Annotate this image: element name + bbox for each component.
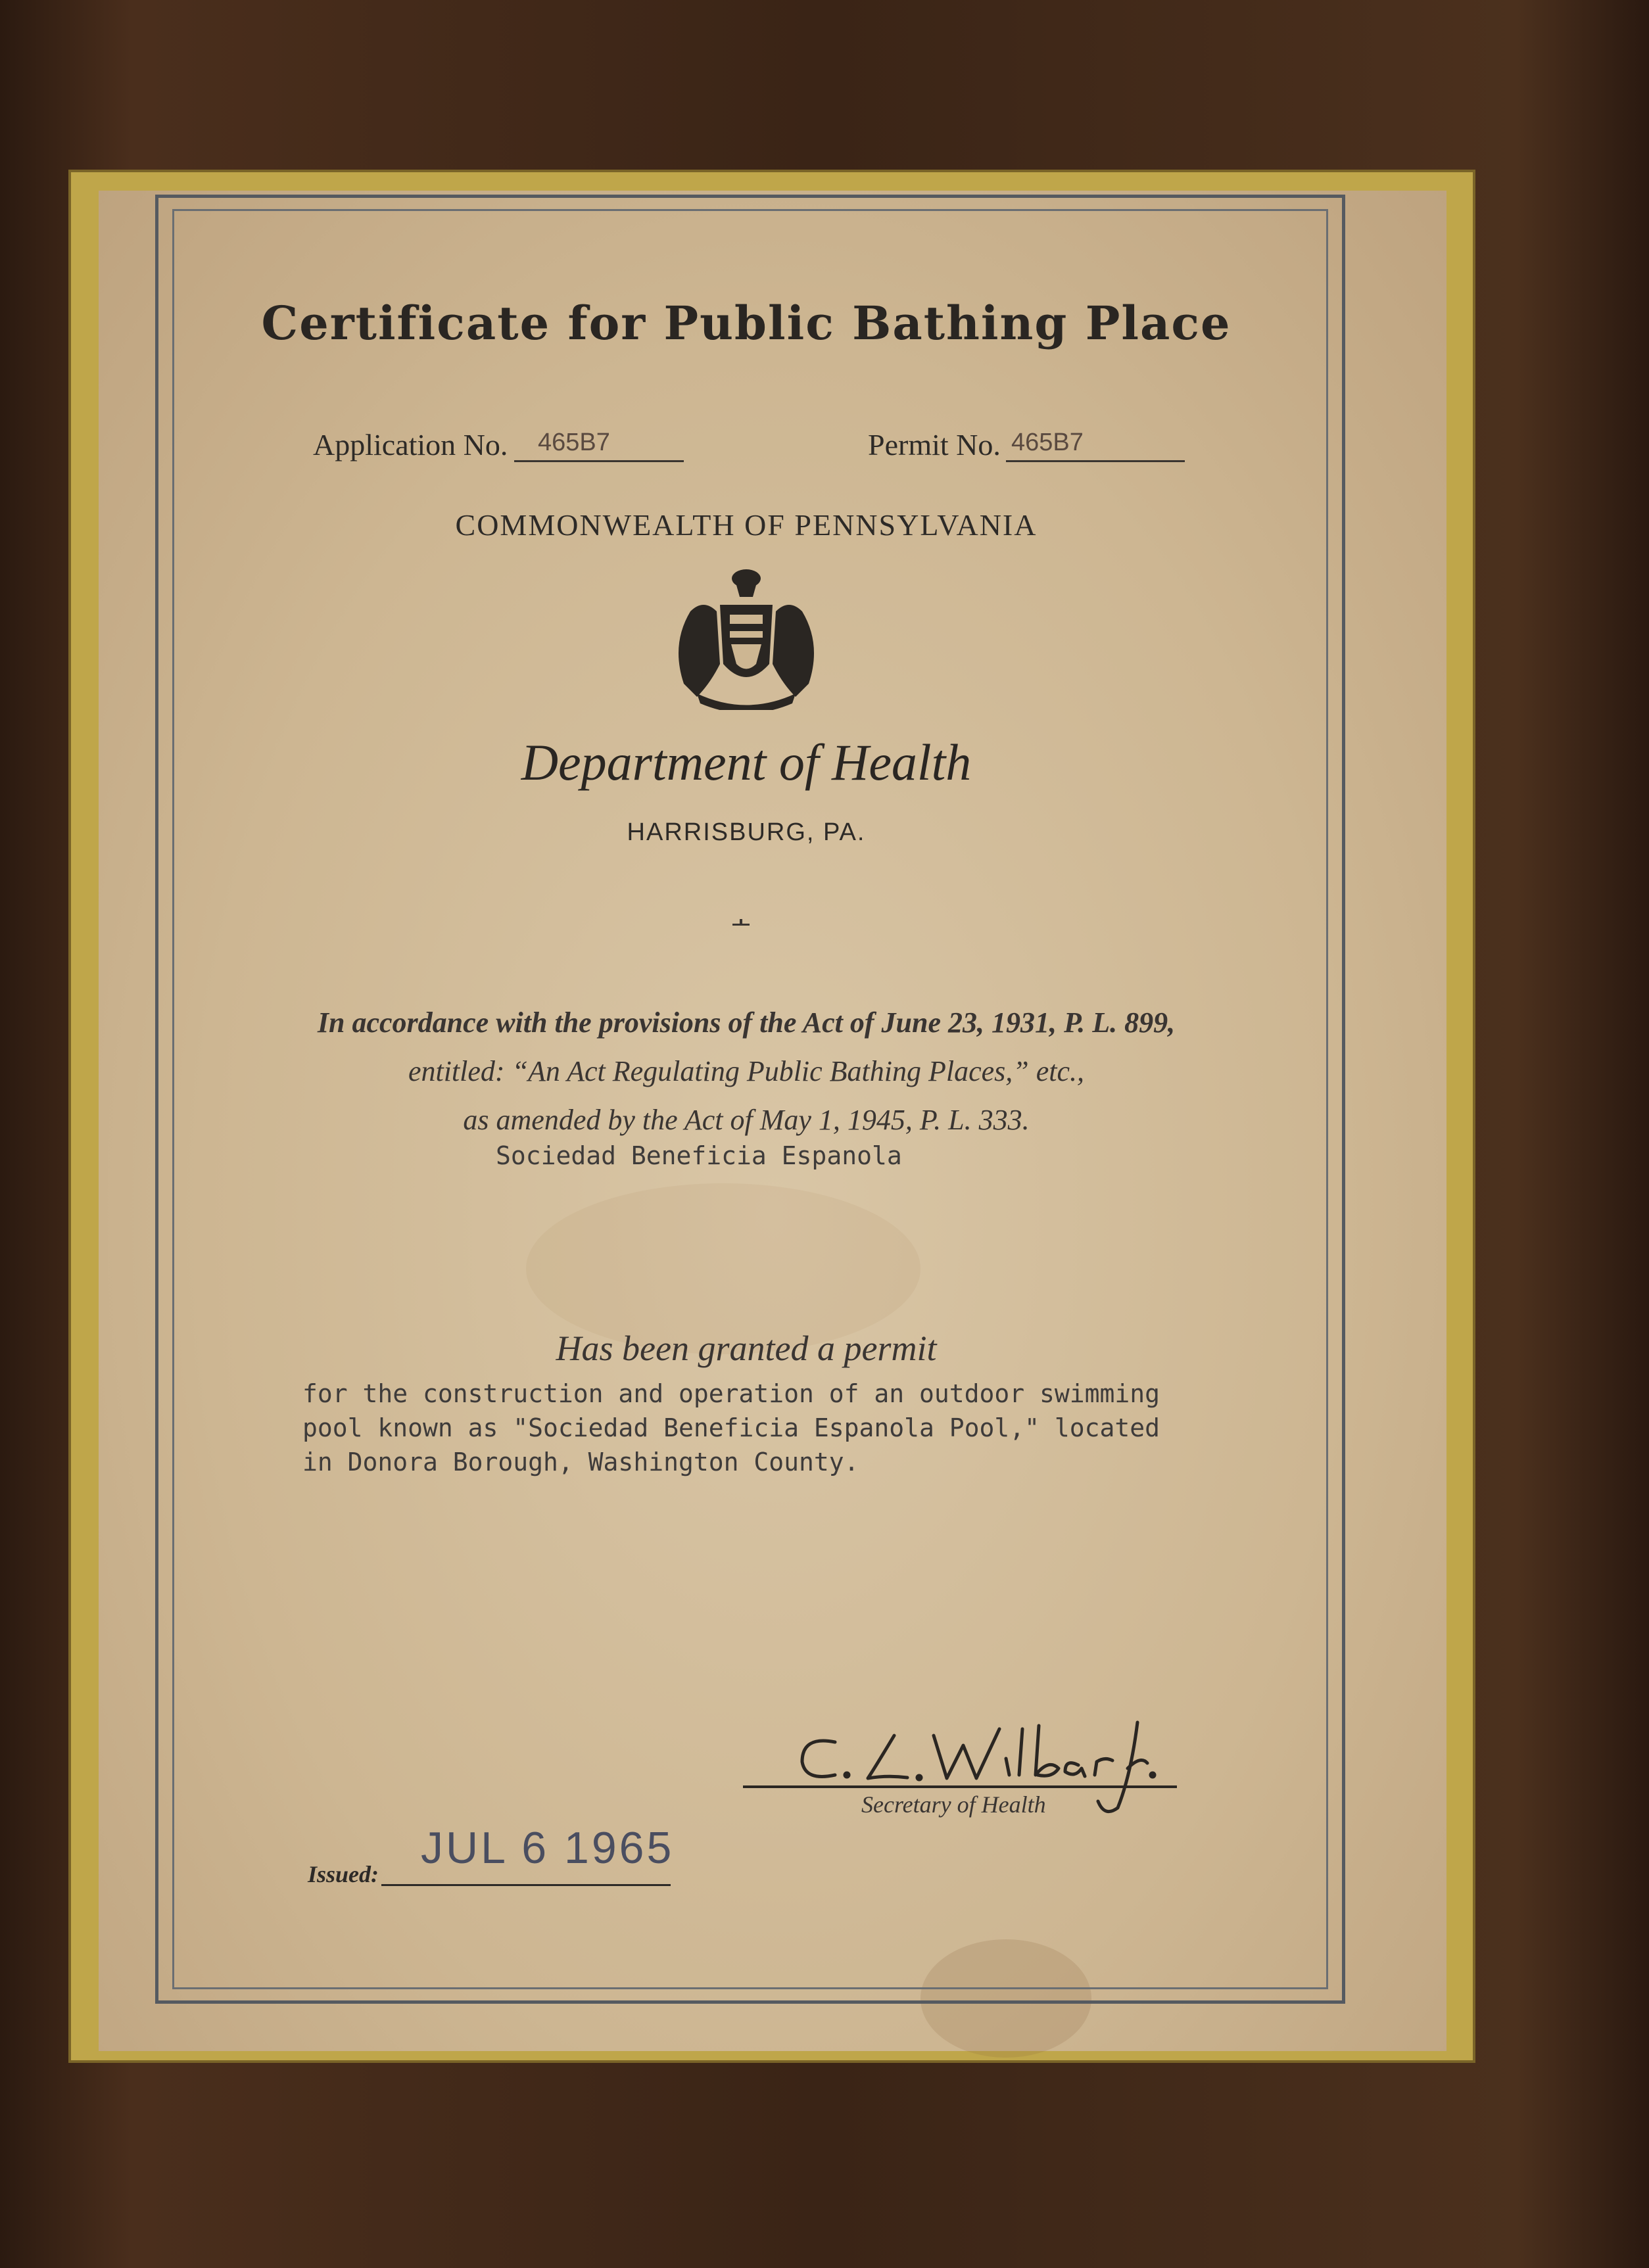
permit-description-line-1: for the construction and operation of an outdoor swimming xyxy=(302,1379,1160,1408)
signature-title: Secretary of Health xyxy=(861,1791,1046,1818)
grantee-name: Sociedad Beneficia Espanola xyxy=(496,1141,902,1170)
application-number-line xyxy=(514,460,684,462)
department-location: HARRISBURG, PA. xyxy=(627,818,866,846)
permit-number-label: Permit No. xyxy=(868,428,1001,461)
granted-heading: Has been granted a permit xyxy=(556,1329,937,1368)
commonwealth-heading: COMMONWEALTH OF PENNSYLVANIA xyxy=(455,508,1038,542)
act-text-line-3: as amended by the Act of May 1, 1945, P. L. 333. xyxy=(463,1104,1030,1136)
act-text-line-1: In accordance with the provisions of the Act of June 23, 1931, P. L. 899, xyxy=(317,1006,1176,1039)
issued-line xyxy=(381,1884,671,1886)
department-heading: Department of Health xyxy=(521,734,972,791)
signature-line xyxy=(743,1785,1177,1788)
application-number-value: 465B7 xyxy=(538,429,610,456)
permit-description-line-3: in Donora Borough, Washington County. xyxy=(302,1448,859,1477)
permit-number-value: 465B7 xyxy=(1011,429,1084,456)
certificate-title: Certificate for Public Bathing Place xyxy=(261,296,1231,350)
issued-label: Issued: xyxy=(308,1861,379,1887)
ornament-mark xyxy=(732,918,750,927)
pennsylvania-coat-of-arms-icon xyxy=(657,565,835,710)
act-text-line-2: entitled: “An Act Regulating Public Bathing Places,” etc., xyxy=(408,1055,1085,1087)
permit-description-line-2: pool known as "Sociedad Beneficia Espanola Pool," located xyxy=(302,1413,1160,1442)
permit-number-line xyxy=(1006,460,1185,462)
issued-date: JUL 6 1965 xyxy=(421,1823,675,1873)
application-number-label: Application No. xyxy=(313,428,508,461)
